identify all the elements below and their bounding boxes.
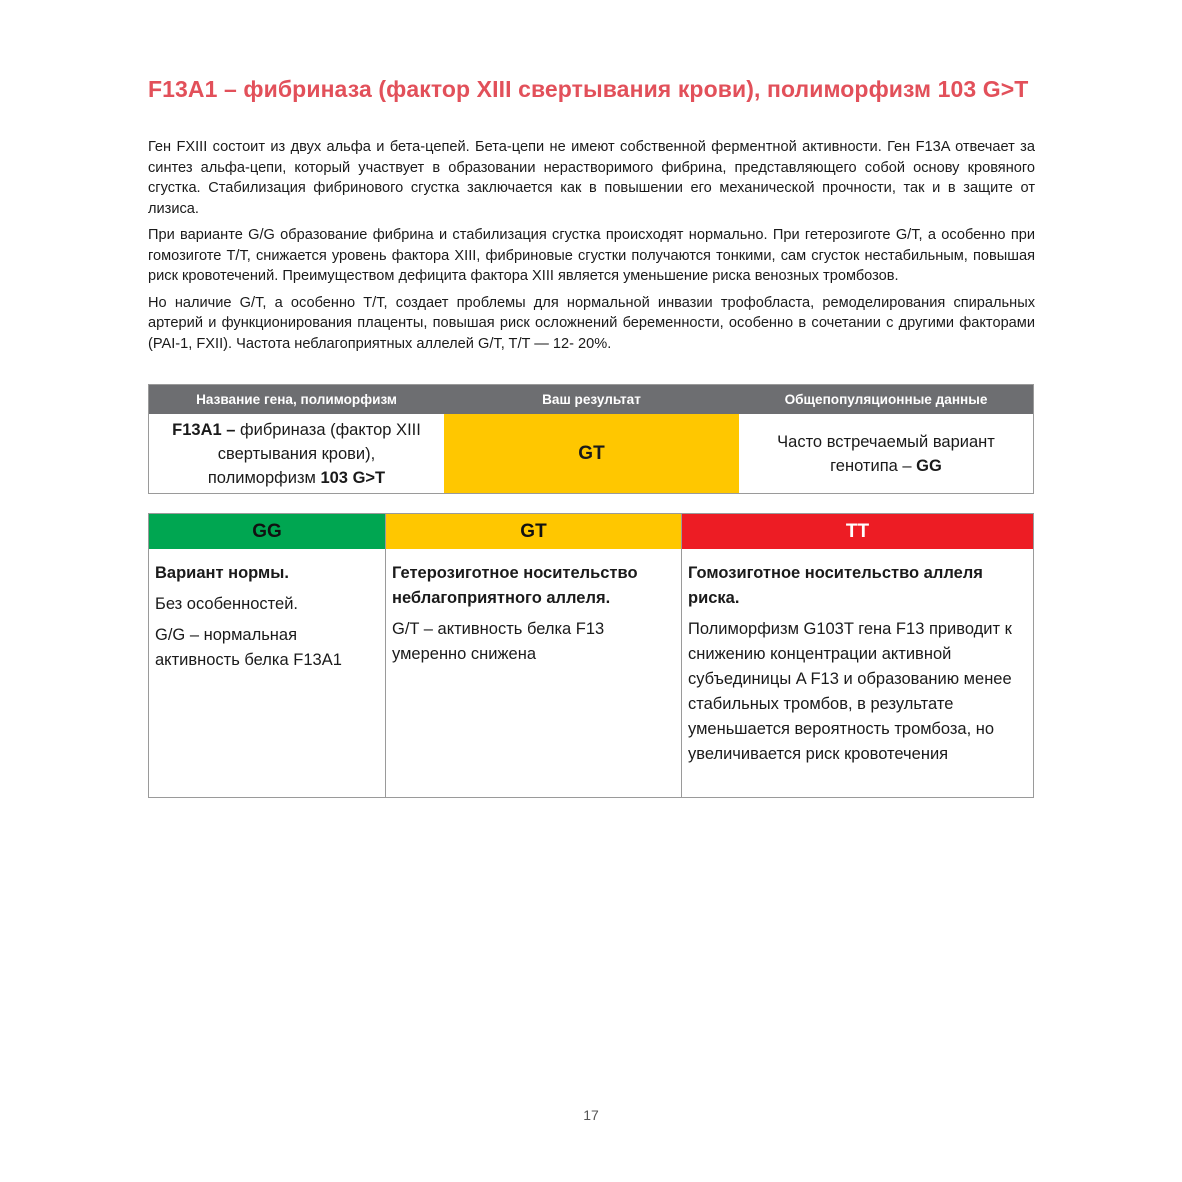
- summary-body-row: [149, 414, 1033, 493]
- genotype-table: [148, 513, 1034, 798]
- population-cell: [739, 414, 1033, 493]
- genotype-line: Полиморфизм G103T гена F13 приводит к снижению концентрации активной субъединицы A F13 и образованию менее стабильных тромбов, в результате уменьшается вероятность тромбоза, но увеличивается риск кровотечения: [688, 620, 1012, 763]
- page-number: 17: [583, 1107, 599, 1123]
- population-genotype: GG: [916, 456, 942, 475]
- genotype-heading: Гомозиготное носительство аллеля риска.: [688, 564, 983, 607]
- genotype-line: G/T – активность белка F13 умеренно снижена: [392, 620, 605, 663]
- header-result: Ваш результат: [542, 392, 641, 407]
- your-result-cell: GT: [444, 414, 739, 493]
- gene-name: F13A1 –: [172, 420, 236, 439]
- header-gene: Название гена, полиморфизм: [196, 392, 397, 407]
- gene-cell: [149, 414, 444, 493]
- genotype-heading: Вариант нормы.: [155, 564, 289, 582]
- genotype-column-tt: [681, 514, 1033, 797]
- summary-header-row: [149, 385, 1033, 414]
- intro-paragraph: Но наличие G/T, а особенно T/T, создает проблемы для нормальной инвазии трофобласта, ремоделирования спиральных артерий и функционирования плаценты, повышая риск осложнений беременности, особенно в сочетании с другими факторами (PAI-1, FXII). Частота неблагоприятных аллелей G/T, T/T — 12- 20%.: [148, 294, 1035, 352]
- genotype-description-gt: [386, 549, 681, 673]
- intro-paragraph: При варианте G/G образование фибрина и стабилизация сгустка происходят нормально. При гетерозиготе G/T, а особенно при гомозиготе T/T, снижается уровень фактора XIII, фибриновые сгустки получаются тонкими, сам сгусток нестабильным, повышая риск кровотечений. Преимуществом дефицита фактора XIII является уменьшение риска венозных тромбозов.: [148, 227, 1035, 284]
- gene-description: фибриназа (фактор XIII свертывания крови), полиморфизм: [207, 420, 421, 487]
- genotype-description-gg: [149, 549, 385, 679]
- intro-text: [148, 137, 1035, 360]
- polymorphism-code: 103 G>T: [320, 468, 386, 487]
- genotype-column-gt: [385, 514, 681, 797]
- intro-paragraph: Ген FXIII состоит из двух альфа и бета-цепей. Бета-цепи не имеют собственной ферментной активности. Ген F13A отвечает за синтез альфа-цепи, который участвует в образовании нерастворимого фибрина, представляющего собой основу кровяного сгустка. Стабилизация фибринового сгустка заключается как в повышении его механической прочности, так и в защите от лизиса.: [148, 139, 1035, 217]
- genotype-description-tt: [682, 549, 1033, 773]
- genotype-line: Без особенностей.: [155, 595, 299, 613]
- result-summary-table: [148, 384, 1034, 494]
- header-population: Общепопуляционные данные: [784, 392, 988, 407]
- genotype-heading: Гетерозиготное носительство неблагоприятного аллеля.: [392, 564, 638, 607]
- genotype-header-tt: TT: [682, 514, 1033, 549]
- genotype-line: G/G – нормальная активность белка F13A1: [155, 626, 342, 669]
- genotype-header-gg: GG: [149, 514, 385, 549]
- page-title: F13A1 – фибриназа (фактор XIII свертывания крови), полиморфизм 103 G>T: [148, 76, 1029, 102]
- genotype-column-gg: [149, 514, 385, 797]
- genotype-header-gt: GT: [386, 514, 681, 549]
- population-text: Часто встречаемый вариант генотипа –: [777, 432, 995, 475]
